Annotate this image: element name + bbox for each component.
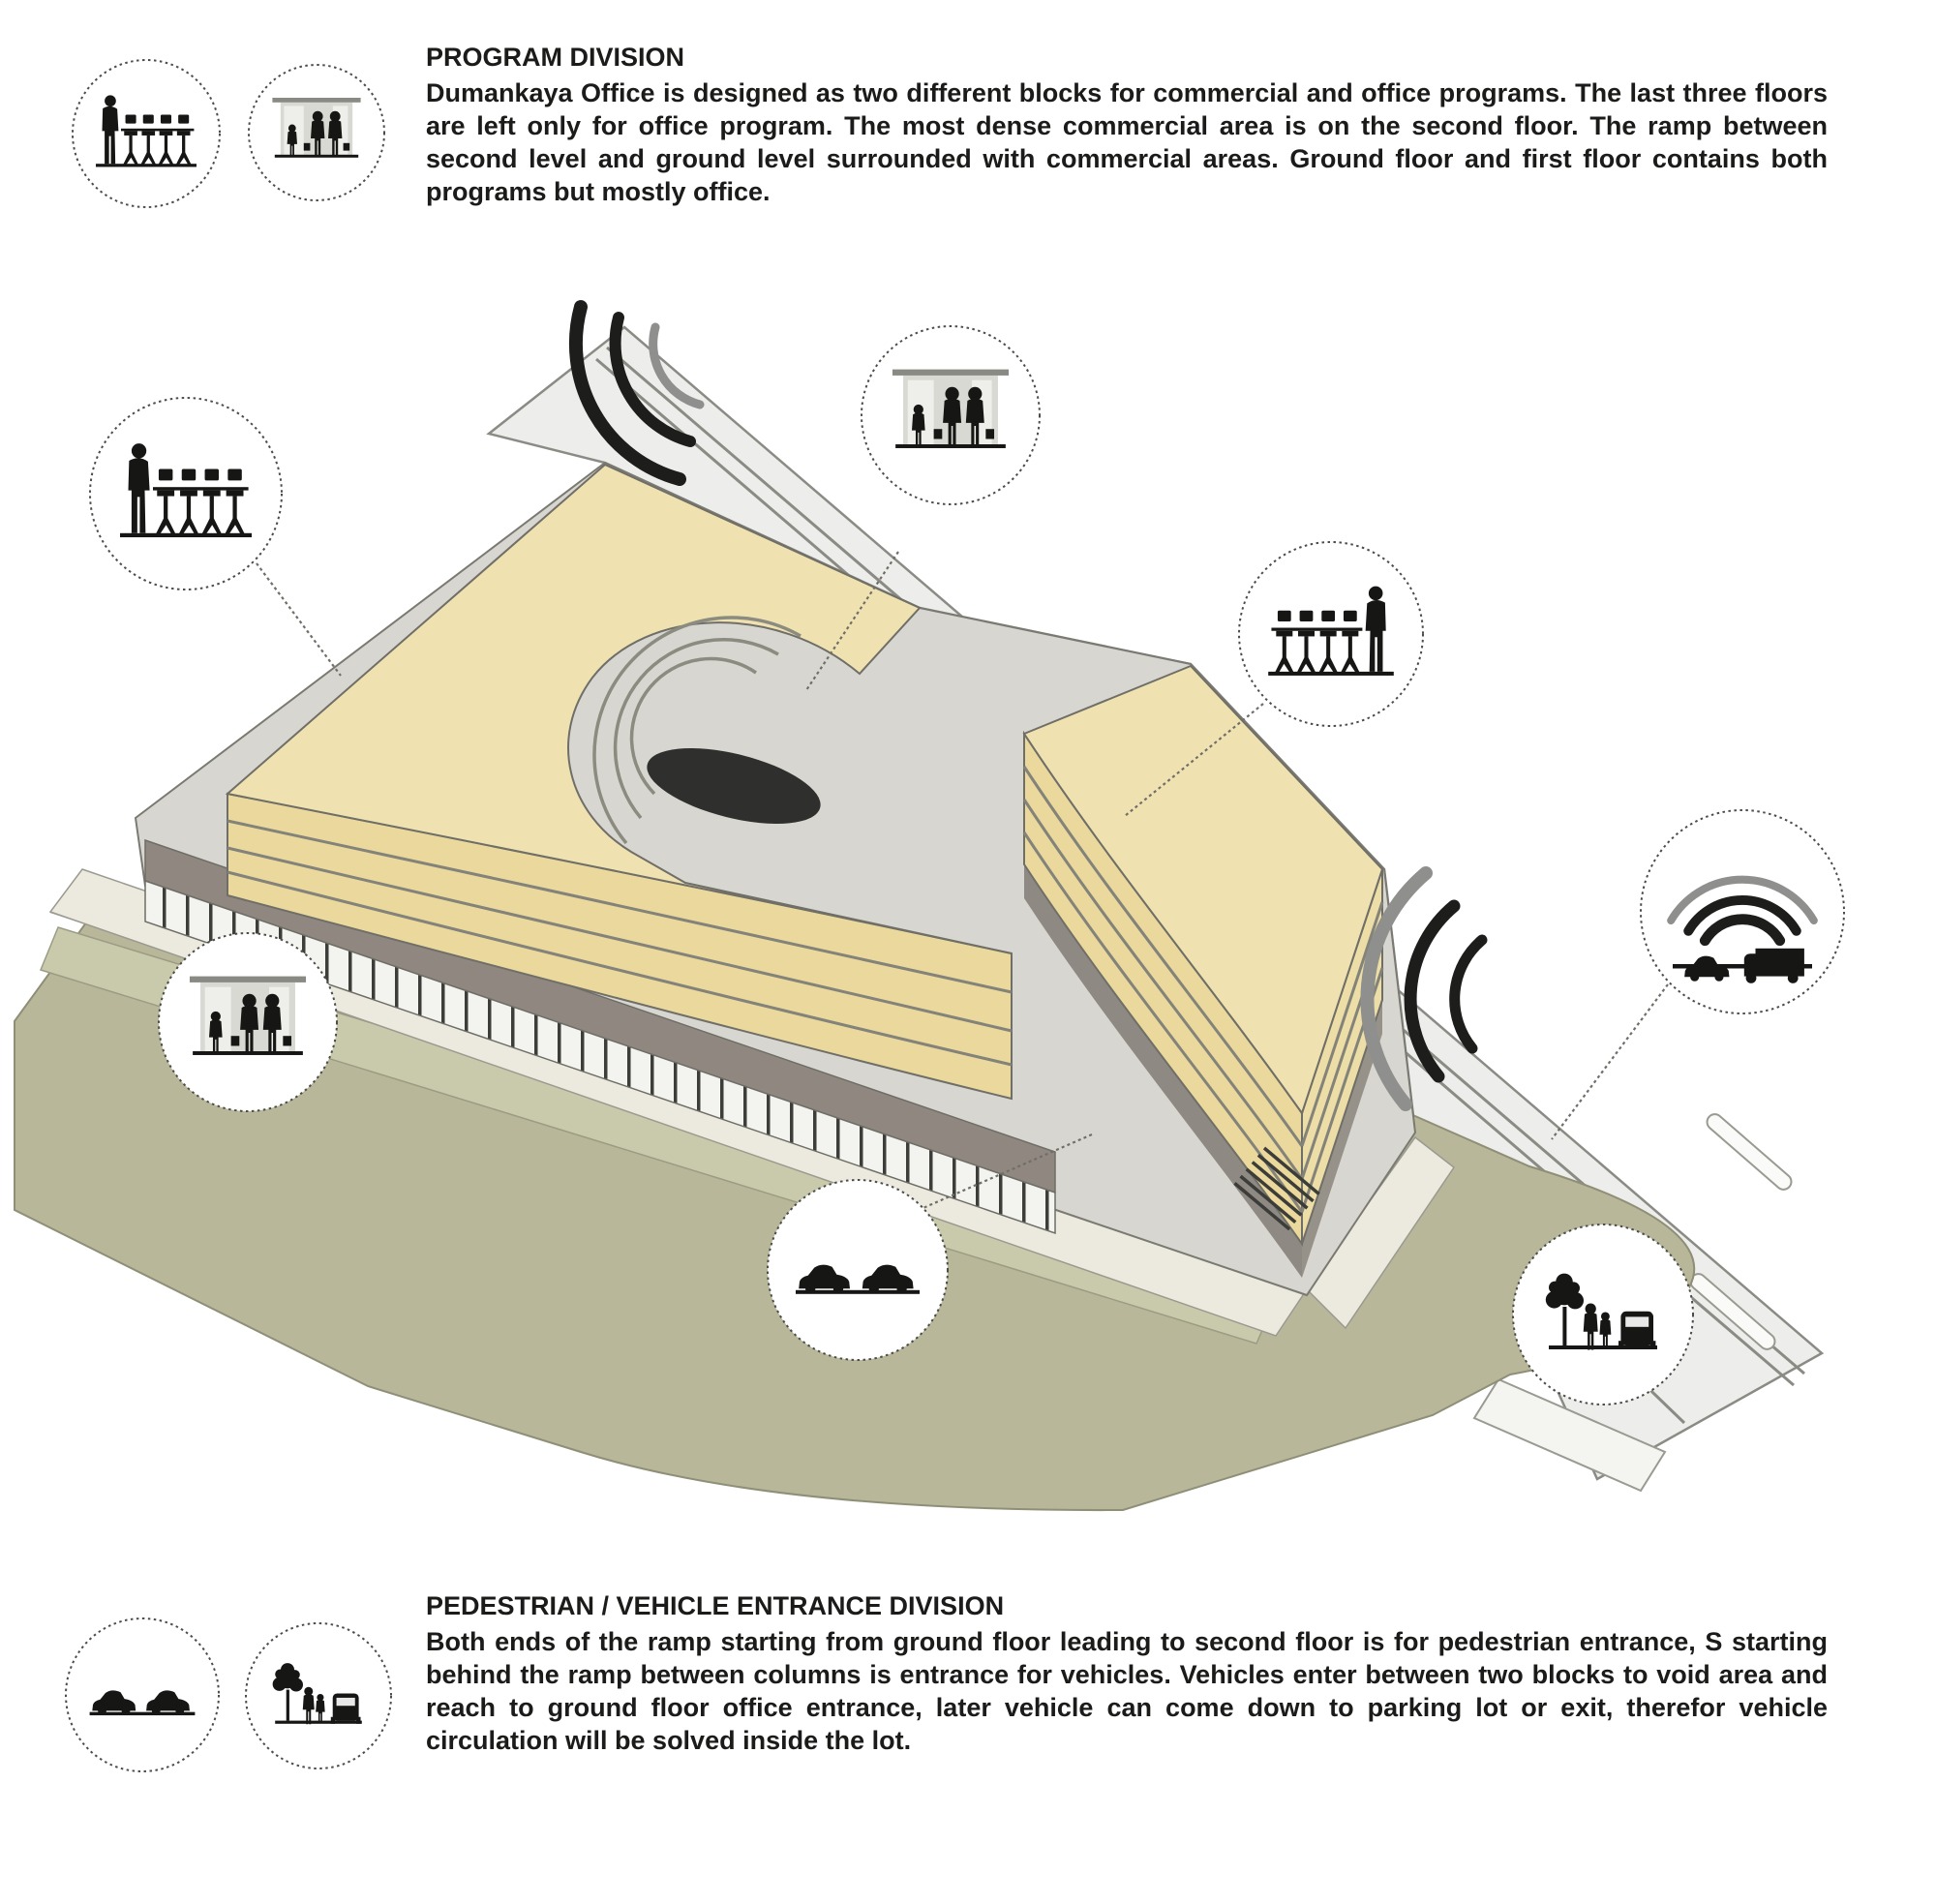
annotation-commercial-left [159, 933, 337, 1111]
leader-line [1552, 984, 1668, 1139]
road-median-strip [1704, 1111, 1795, 1193]
entrance-division-body: Both ends of the ramp starting from ground floor leading to second floor is for pedestrian entrance, S starting behind the ramp between columns is entrance for vehicles. Vehicles enter between two blocks to void area and reach to ground floor office entrance, later vehicle can come down to parking lot or exit, therefor vehicle circulation will be solved inside the lot. [426, 1627, 1828, 1755]
annotation-street-bottom-right [1513, 1224, 1693, 1405]
leader-line [257, 563, 341, 676]
program-division-title: PROGRAM DIVISION [426, 43, 685, 72]
header-legend-commercial [249, 65, 384, 200]
annotation-commercial-top [862, 326, 1040, 504]
annotation-office-upper-left [90, 398, 282, 589]
program-division-textblock [426, 41, 1828, 208]
footer-legend-vehicles [66, 1618, 219, 1771]
header-legend-office [73, 60, 220, 207]
entrance-division-title: PEDESTRIAN / VEHICLE ENTRANCE DIVISION [426, 1591, 1005, 1620]
annotation-vehicles-bottom [768, 1180, 948, 1360]
commercial-shoppers-icon [892, 370, 1009, 448]
program-division-body: Dumankaya Office is designed as two different blocks for commercial and office programs. The last three floors are left only for office program. The most dense commercial area is on the second floor. The ramp between second level and ground level surrounded with commercial areas. Ground floor and first floor contains both programs but mostly office. [426, 78, 1828, 206]
commercial-shoppers-icon [190, 977, 306, 1055]
annotation-traffic-noise [1641, 810, 1844, 1013]
commercial-shoppers-icon [272, 98, 360, 158]
annotation-office-right [1239, 542, 1423, 726]
entrance-division-textblock [426, 1589, 1828, 1757]
footer-legend-street [246, 1623, 391, 1768]
